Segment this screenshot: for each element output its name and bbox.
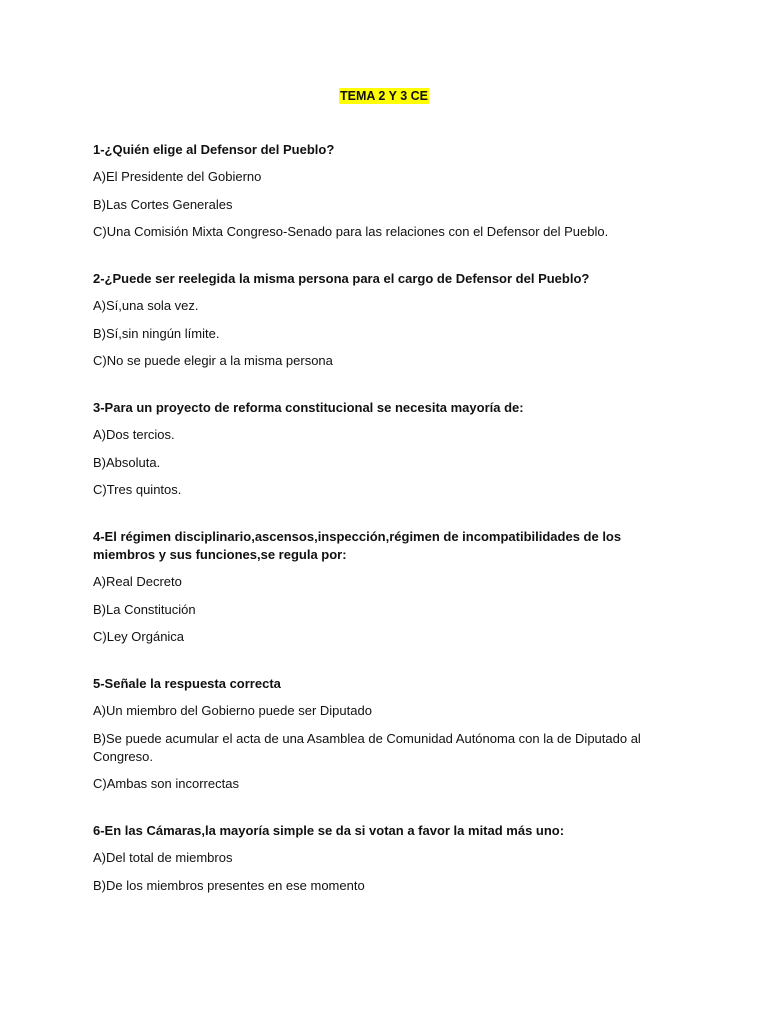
answer-option-a: A)Dos tercios. — [93, 427, 175, 442]
question-1 — [93, 141, 683, 241]
question-6 — [93, 822, 683, 895]
question-text: 4-El régimen disciplinario,ascensos,inspección,régimen de incompatibilidades de los miembros y sus funciones,se regula por: — [93, 529, 622, 562]
question-text: 3-Para un proyecto de reforma constitucional se necesita mayoría de: — [93, 400, 524, 415]
question-text: 2-¿Puede ser reelegida la misma persona para el cargo de Defensor del Pueblo? — [93, 271, 590, 286]
answer-option-a: A)Del total de miembros — [93, 850, 233, 865]
answer-option-b: B)De los miembros presentes en ese momento — [93, 877, 365, 893]
answer-option-b: B)Absoluta. — [93, 454, 161, 470]
answer-option-a: A)Un miembro del Gobierno puede ser Diputado — [93, 703, 372, 718]
answer-option-c: C)Tres quintos. — [93, 482, 182, 497]
answer-option-c: C)Ambas son incorrectas — [93, 776, 239, 791]
answer-option-b: B)Sí,sin ningún límite. — [93, 325, 220, 341]
question-text: 5-Señale la respuesta correcta — [93, 676, 281, 691]
title-container — [0, 87, 768, 105]
answer-option-b: B)Las Cortes Generales — [93, 196, 233, 212]
question-text: 6-En las Cámaras,la mayoría simple se da si votan a favor la mitad más uno: — [93, 823, 565, 838]
answer-option-c: C)No se puede elegir a la misma persona — [93, 353, 333, 368]
question-2 — [93, 270, 683, 370]
answer-option-a: A)Sí,una sola vez. — [93, 298, 199, 313]
question-5 — [93, 675, 683, 793]
question-3 — [93, 399, 683, 499]
question-4 — [93, 528, 683, 646]
answer-option-b: B)La Constitución — [93, 601, 196, 617]
answer-option-c: C)Una Comisión Mixta Congreso-Senado para las relaciones con el Defensor del Pueblo. — [93, 224, 609, 239]
document-title: TEMA 2 Y 3 CE — [340, 89, 428, 103]
answer-option-a: A)Real Decreto — [93, 574, 182, 589]
answer-option-c: C)Ley Orgánica — [93, 629, 185, 644]
answer-option-b: B)Se puede acumular el acta de una Asamblea de Comunidad Autónoma con la de Diputado al Congreso. — [93, 730, 641, 764]
question-list — [93, 141, 683, 924]
question-text: 1-¿Quién elige al Defensor del Pueblo? — [93, 142, 335, 157]
answer-option-a: A)El Presidente del Gobierno — [93, 169, 262, 184]
